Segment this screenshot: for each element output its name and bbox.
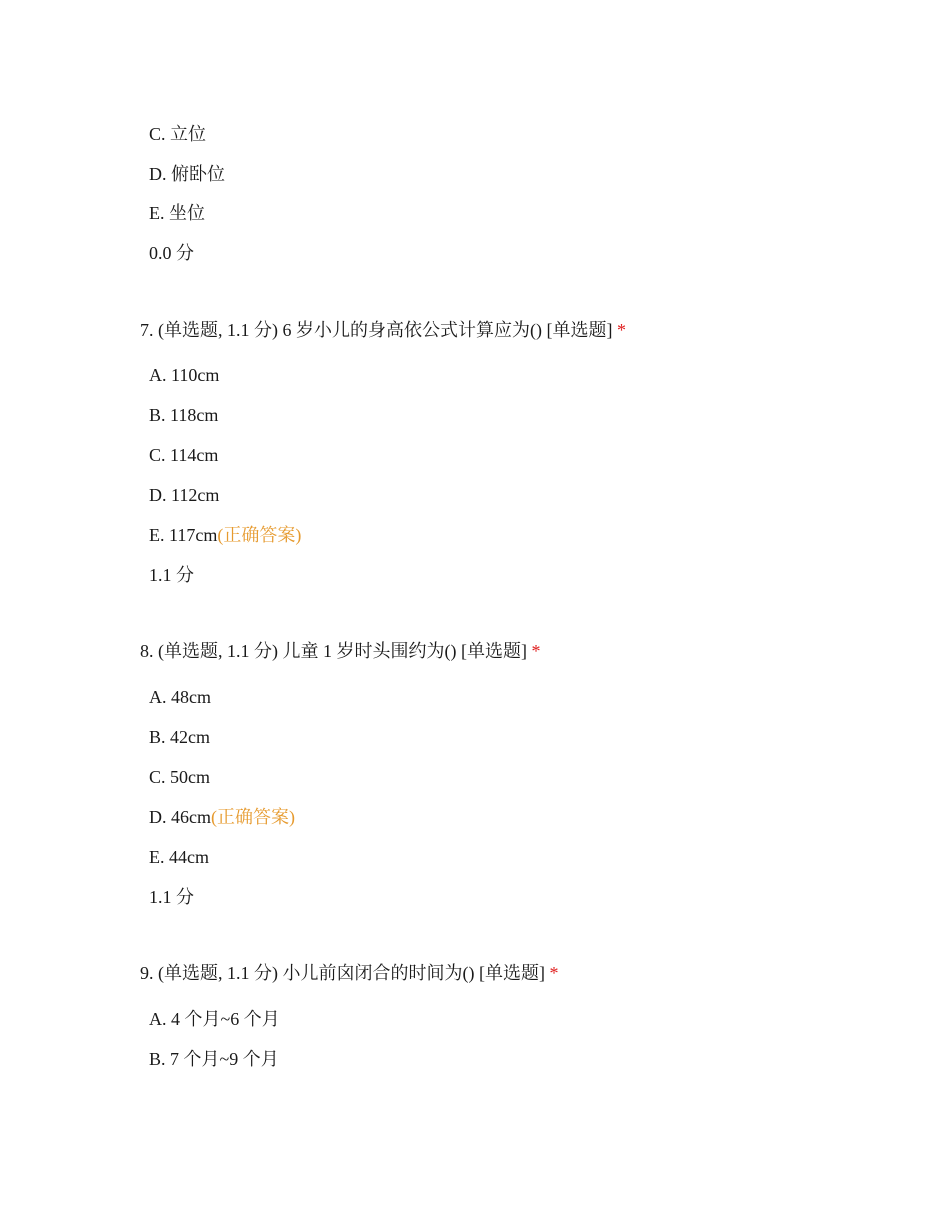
question-title (140, 318, 626, 342)
option-text: 立位 (170, 124, 207, 144)
option-c (149, 122, 206, 146)
option-d (149, 162, 225, 186)
option-letter: B. (149, 727, 166, 747)
required-mark: * (531, 641, 541, 661)
option-c (149, 443, 218, 467)
option-b (149, 1047, 279, 1071)
option-letter: D. (149, 485, 167, 505)
option-letter: E. (149, 203, 165, 223)
option-letter: A. (149, 365, 167, 385)
option-letter: D. (149, 807, 167, 827)
option-letter: E. (149, 525, 165, 545)
option-c (149, 765, 210, 789)
option-text: 42cm (170, 727, 211, 747)
question-score: 1.1 分 (149, 565, 194, 585)
option-text: 俯卧位 (171, 164, 225, 184)
option-text: 48cm (171, 687, 211, 707)
option-letter: E. (149, 847, 165, 867)
option-letter: C. (149, 124, 166, 144)
option-text: 7 个月~9 个月 (170, 1049, 279, 1069)
option-text: 114cm (170, 445, 219, 465)
question-text: 9. (单选题, 1.1 分) 小儿前囟闭合的时间为() [单选题] (140, 963, 545, 983)
option-letter: A. (149, 687, 167, 707)
option-letter: B. (149, 1049, 166, 1069)
question-text: 8. (单选题, 1.1 分) 儿童 1 岁时头围约为() [单选题] (140, 641, 527, 661)
option-text: 117cm (169, 525, 218, 545)
option-letter: A. (149, 1009, 167, 1029)
option-b (149, 403, 218, 427)
correct-answer-tag: (正确答案) (211, 807, 295, 827)
option-text: 4 个月~6 个月 (171, 1009, 280, 1029)
required-mark: * (549, 963, 559, 983)
option-e (149, 201, 205, 225)
option-text: 46cm (171, 807, 211, 827)
option-text: 118cm (170, 405, 219, 425)
option-e (149, 523, 301, 547)
option-letter: C. (149, 445, 166, 465)
option-text: 坐位 (169, 203, 205, 223)
option-text: 50cm (170, 767, 211, 787)
question-text: 7. (单选题, 1.1 分) 6 岁小儿的身高依公式计算应为() [单选题] (140, 320, 613, 340)
correct-answer-tag: (正确答案) (217, 525, 302, 545)
question-score: 1.1 分 (149, 887, 194, 907)
option-text: 44cm (169, 847, 209, 867)
option-letter: B. (149, 405, 166, 425)
option-letter: C. (149, 767, 166, 787)
option-a (149, 685, 211, 709)
option-b (149, 725, 210, 749)
question-score: 0.0 分 (149, 243, 194, 263)
option-d (149, 805, 295, 829)
option-a (149, 1007, 280, 1031)
question-title (140, 639, 540, 663)
option-letter: D. (149, 164, 167, 184)
option-text: 112cm (171, 485, 220, 505)
option-a (149, 363, 219, 387)
option-d (149, 483, 219, 507)
required-mark: * (616, 320, 626, 340)
option-e (149, 845, 209, 869)
option-text: 110cm (171, 365, 220, 385)
question-title (140, 961, 558, 985)
